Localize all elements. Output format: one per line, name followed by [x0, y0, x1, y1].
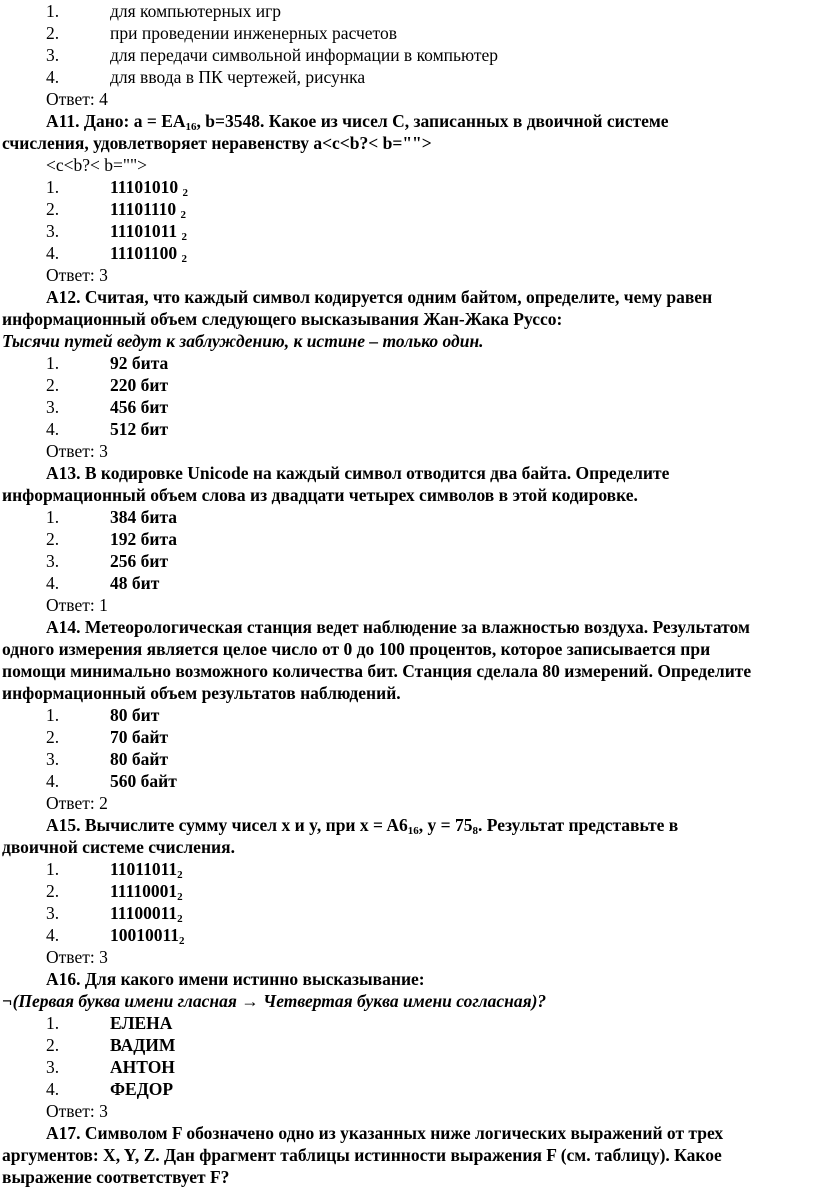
- question-a17-line-1: А17. Символом F обозначено одно из указанных ниже логических выражений от трех: [46, 1123, 724, 1143]
- list-item: 2. 220 бит: [46, 375, 169, 395]
- list-item: 4. 48 бит: [46, 573, 160, 593]
- question-a11-line-3: <c<b?< b="">: [46, 155, 148, 175]
- list-item: 1. 92 бита: [46, 353, 169, 373]
- question-a12-quote: Тысячи путей ведут к заблуждению, к истине – только один.: [2, 331, 484, 351]
- question-a11-line-1: А11. Дано: a = EA16, b=3548. Какое из чисел С, записанных в двоичной системе: [46, 111, 669, 133]
- answer-line: Ответ: 1: [46, 595, 108, 615]
- question-a17-line-2: аргументов: X, Y, Z. Дан фрагмент таблицы истинности выражения F (см. таблицу). Какое: [2, 1145, 722, 1165]
- question-a14-line-2: одного измерения является целое число от 0 до 100 процентов, которое записывается при: [2, 639, 711, 659]
- list-item: 2. 111100012: [46, 881, 183, 903]
- question-a13-line-1: А13. В кодировке Unicode на каждый символ отводится два байта. Определите: [46, 463, 670, 483]
- list-item: 2. 192 бита: [46, 529, 178, 549]
- list-item: 3. 11101011 2: [46, 221, 187, 243]
- question-a12-line-2: информационный объем следующего высказывания Жан-Жака Руссо:: [2, 309, 563, 329]
- list-item: 3. 456 бит: [46, 397, 169, 417]
- question-a15-line-1: А15. Вычислите сумму чисел x и y, при x = A616, y = 758. Результат представьте в: [46, 815, 679, 837]
- question-a11-line-2: счисления, удовлетворяет неравенству a<c<b?< b="">: [2, 133, 432, 153]
- question-a16-line-1: А16. Для какого имени истинно высказывание:: [46, 969, 425, 989]
- list-item: 4. 560 байт: [46, 771, 177, 791]
- list-item: 1. 80 бит: [46, 705, 160, 725]
- answer-line: Ответ: 3: [46, 265, 108, 285]
- question-a14-line-3: помощи минимально возможного количества бит. Станция сделала 80 измерений. Определите: [2, 661, 752, 681]
- question-a13-line-2: информационный объем слова из двадцати четырех символов в этой кодировке.: [2, 485, 638, 505]
- list-item: 2. ВАДИМ: [46, 1035, 176, 1055]
- question-a14-line-1: А14. Метеорологическая станция ведет наблюдение за влажностью воздуха. Результатом: [46, 617, 750, 637]
- answer-line: Ответ: 2: [46, 793, 108, 813]
- list-item: 4. 11101100 2: [46, 243, 187, 265]
- list-item: 1. 11101010 2: [46, 177, 188, 199]
- question-a15-line-2: двоичной системе счисления.: [2, 837, 235, 857]
- list-item: 2. 11101110 2: [46, 199, 187, 221]
- list-item: 4. для ввода в ПК чертежей, рисунка: [46, 67, 366, 87]
- list-item: 2. 70 байт: [46, 727, 169, 747]
- list-item: 3. 80 байт: [46, 749, 169, 769]
- list-item: 2. при проведении инженерных расчетов: [46, 23, 397, 43]
- question-a17-line-3: выражение соответствует F?: [2, 1167, 230, 1187]
- list-item: 3. АНТОН: [46, 1057, 175, 1077]
- answer-line: Ответ: 3: [46, 1101, 108, 1121]
- list-item: 1. для компьютерных игр: [46, 1, 282, 21]
- answer-line: Ответ: 3: [46, 947, 108, 967]
- question-a14-line-4: информационный объем результатов наблюдений.: [2, 683, 401, 703]
- answer-line: Ответ: 4: [46, 89, 108, 109]
- list-item: 1. ЕЛЕНА: [46, 1013, 173, 1033]
- list-item: 1. 384 бита: [46, 507, 178, 527]
- question-a16-formula: ¬(Первая буква имени гласная → Четвертая буква имени согласная)?: [2, 991, 547, 1011]
- answer-line: Ответ: 3: [46, 441, 108, 461]
- list-item: 4. 512 бит: [46, 419, 169, 439]
- list-item: 3. для передачи символьной информации в компьютер: [46, 45, 499, 65]
- list-item: 3. 256 бит: [46, 551, 169, 571]
- list-item: 4. ФЕДОР: [46, 1079, 174, 1099]
- list-item: 1. 110110112: [46, 859, 183, 881]
- list-item: 4. 100100112: [46, 925, 185, 947]
- question-a12-line-1: А12. Считая, что каждый символ кодируется одним байтом, определите, чему равен: [46, 287, 713, 307]
- list-item: 3. 111000112: [46, 903, 183, 925]
